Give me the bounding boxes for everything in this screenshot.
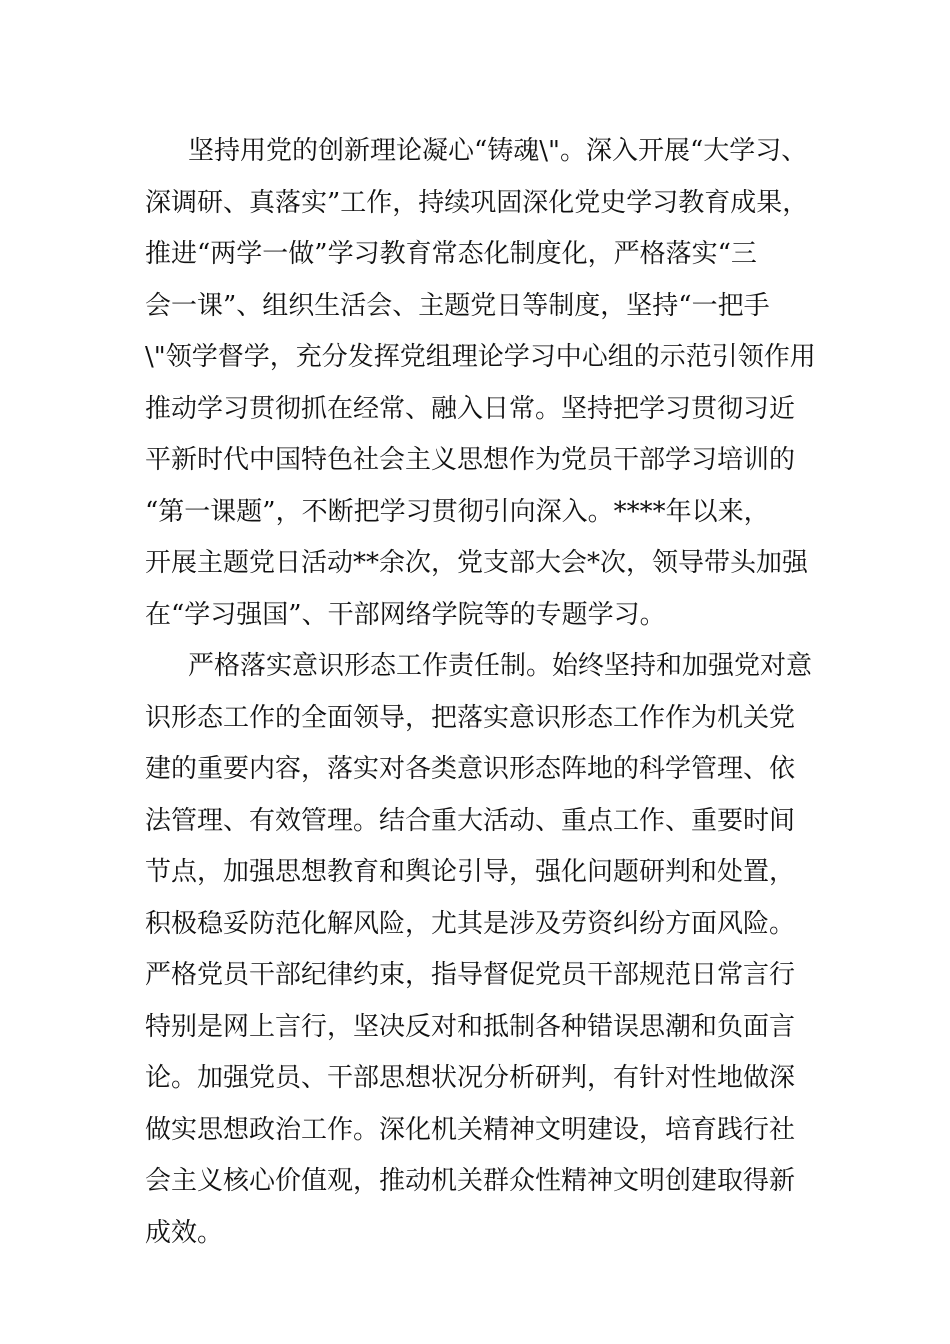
- text-line: 推动学习贯彻抓在经常、融入日常。坚持把学习贯彻习近: [145, 393, 796, 424]
- text-line: 严格党员干部纪律约束，指导督促党员干部规范日常言行: [145, 960, 796, 990]
- text-line: 会主义核心价值观，推动机关群众性精神文明创建取得新: [145, 1166, 796, 1196]
- text-line: 在“学习强国”、干部网络学院等的专题学习。: [145, 599, 666, 630]
- text-line: \"领学督学，充分发挥党组理论学习中心组的示范引领作用: [145, 342, 816, 372]
- text-line: 开展主题党日活动**余次，党支部大会*次，领导带头加强: [145, 548, 809, 578]
- text-line: 坚持用党的创新理论凝心“铸魂\"。深入开展“大学习、: [188, 136, 808, 166]
- text-line: 建的重要内容，落实对各类意识形态阵地的科学管理、依: [145, 754, 796, 784]
- text-line: 识形态工作的全面领导，把落实意识形态工作作为机关党: [145, 702, 796, 733]
- text-line: 论。加强党员、干部思想状况分析研判，有针对性地做深: [145, 1063, 796, 1093]
- text-line: 特别是网上言行，坚决反对和抵制各种错误思潮和负面言: [145, 1011, 796, 1042]
- text-line: 会一课”、组织生活会、主题党日等制度，坚持“一把手: [145, 290, 770, 321]
- text-line: 深调研、真落实”工作，持续巩固深化党史学习教育成果，: [145, 187, 809, 218]
- text-line: 积极稳妥防范化解风险，尤其是涉及劳资纠纷方面风险。: [145, 908, 796, 939]
- document-body: [145, 126, 835, 1259]
- text-line: 平新时代中国特色社会主义思想作为党员干部学习培训的: [145, 445, 796, 475]
- text-line: 做实思想政治工作。深化机关精神文明建设，培育践行社: [145, 1114, 796, 1145]
- text-line: 节点，加强思想教育和舆论引导，强化问题研判和处置，: [145, 857, 796, 887]
- text-line: 法管理、有效管理。结合重大活动、重点工作、重要时间: [145, 805, 796, 836]
- text-line: 成效。: [145, 1217, 224, 1248]
- text-line: “第一课题”，不断把学习贯彻引向深入。****年以来，: [145, 496, 770, 527]
- text-line: 严格落实意识形态工作责任制。始终坚持和加强党对意: [188, 651, 813, 681]
- text-line: 推进“两学一做”学习教育常态化制度化，严格落实“三: [145, 239, 757, 269]
